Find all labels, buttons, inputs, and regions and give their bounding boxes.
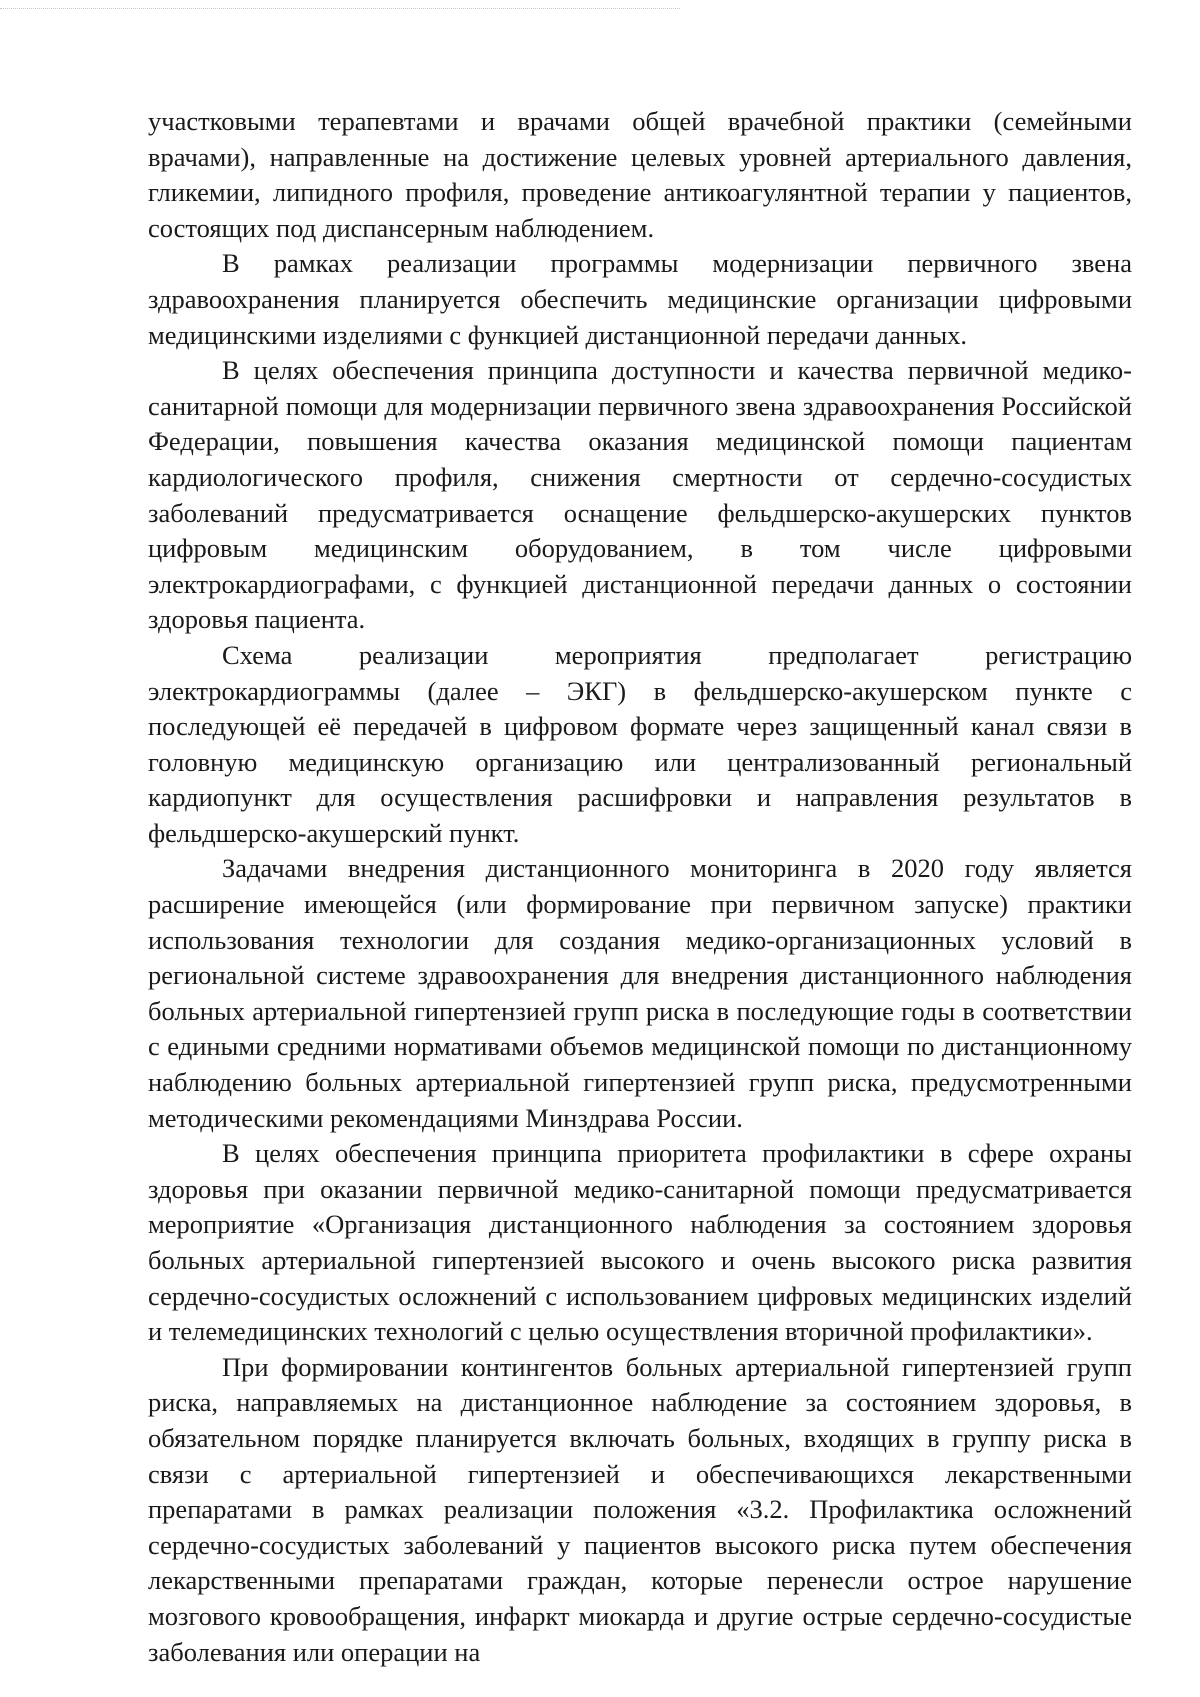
- paragraph-continuation: участковыми терапевтами и врачами общей врачебной практики (семейными врачами), направленные на достижение целевых уровней артериального давления, гликемии, липидного профиля, проведение антикоагулянтной терапии у пациентов, состоящих под диспансерным наблюдением.: [148, 106, 1132, 243]
- document-body: [148, 104, 1132, 1670]
- paragraph-prevention: В целях обеспечения принципа приоритета профилактики в сфере охраны здоровья при оказании первичной медико-санитарной помощи предусматривается мероприятие «Организация дистанционного наблюдения за состоянием здоровья больных артериальной гипертензией высокого и очень высокого риска развития сердечно-сосудистых осложнений с использованием цифровых медицинских изделий и телемедицинских технологий с целью осуществления вторичной профилактики».: [148, 1138, 1132, 1347]
- scan-edge-line: [0, 8, 680, 9]
- paragraph-modernization: В рамках реализации программы модернизации первичного звена здравоохранения планируется обеспечить медицинские организации цифровыми медицинскими изделиями с функцией дистанционной передачи данных.: [148, 248, 1132, 350]
- paragraph-ecg-scheme: Схема реализации мероприятия предполагает регистрацию электрокардиограммы (далее – ЭКГ) в фельдшерско-акушерском пункте с последующей её передачей в цифровом формате через защищенный канал связи в головную медицинскую организацию или централизованный региональный кардиопункт для осуществления расшифровки и направления результатов в фельдшерско-акушерский пункт.: [148, 639, 1132, 848]
- paragraph-monitoring-tasks: Задачами внедрения дистанционного мониторинга в 2020 году является расширение имеющейся (или формирование при первичном запуске) практики использования технологии для создания медико-организационных условий в региональной системе здравоохранения для внедрения дистанционного наблюдения больных артериальной гипертензией групп риска в последующие годы в соответствии с едиными средними нормативами объемов медицинской помощи по дистанционному наблюдению больных артериальной гипертензией групп риска, предусмотренными методическими рекомендациями Минздрава России.: [148, 853, 1132, 1133]
- paragraph-equipment: В целях обеспечения принципа доступности и качества первичной медико-санитарной помощи для модернизации первичного звена здравоохранения Российской Федерации, повышения качества оказания медицинской помощи пациентам кардиологического профиля, снижения смертности от сердечно-сосудистых заболеваний предусматривается оснащение фельдшерско-акушерских пунктов цифровым медицинским оборудованием, в том числе цифровыми электрокардиографами, с функцией дистанционной передачи данных о состоянии здоровья пациента.: [148, 355, 1132, 635]
- paragraph-risk-groups: При формировании контингентов больных артериальной гипертензией групп риска, направляемых на дистанционное наблюдение за состоянием здоровья, в обязательном порядке планируется включать больных, входящих в группу риска в связи с артериальной гипертензией и обеспечивающихся лекарственными препаратами в рамках реализации положения «3.2. Профилактика осложнений сердечно-сосудистых заболеваний у пациентов высокого риска путем обеспечения лекарственными препаратами граждан, которые перенесли острое нарушение мозгового кровообращения, инфаркт миокарда и другие острые сердечно-сосудистые заболевания или операции на: [148, 1351, 1132, 1667]
